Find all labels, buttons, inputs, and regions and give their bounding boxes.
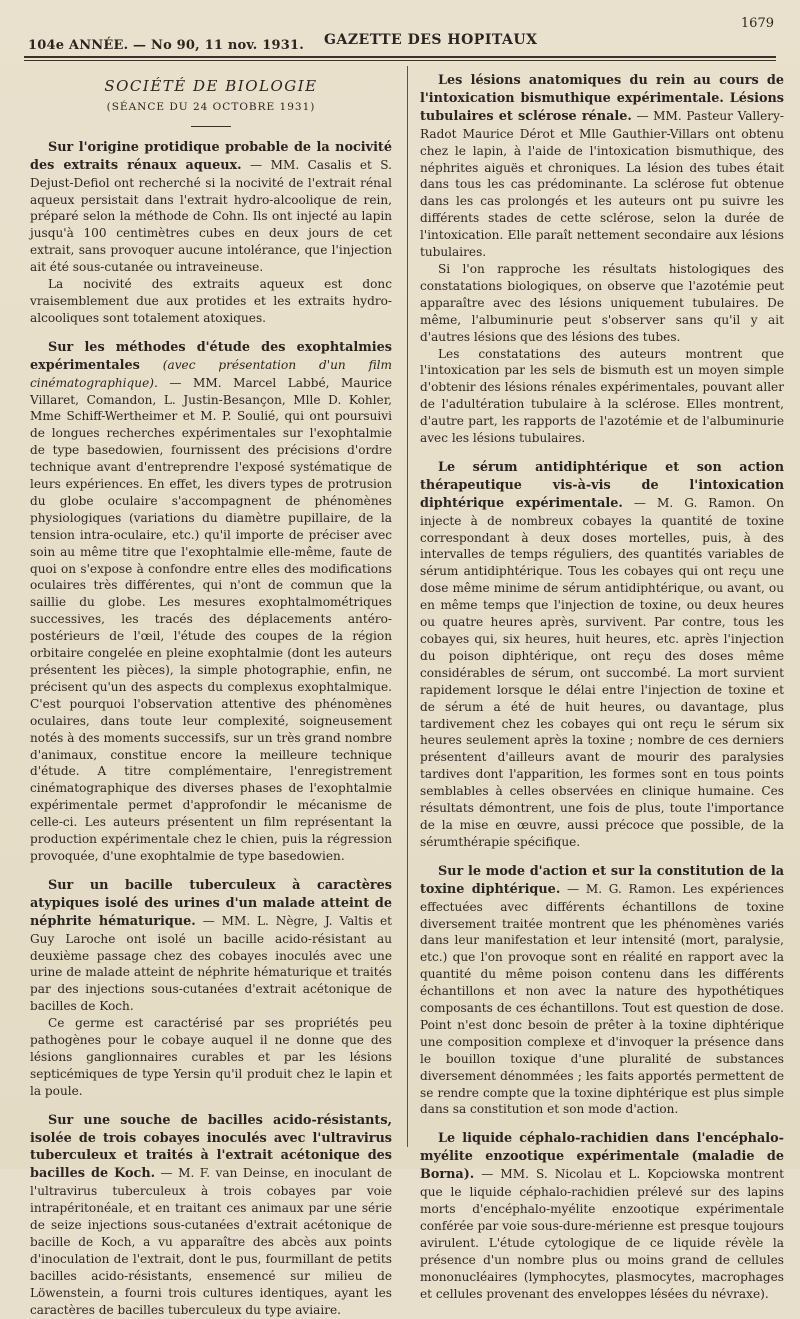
article-body: — MM. Casalis et S. Dejust-Defiol ont recherché si la nocivité de l'extrait rénal aqueux persistait dans l'extrait hydro-alcoolique de rein, préparé selon la méthode de Cohn. Ils ont injecté au lapin jusqu'à 100 centimètres cubes en deux jours de cet extrait, sans provoquer aucune intolérance, que l'injection ait été sous-cutanée ou intraveineuse. (30, 157, 393, 275)
header-rule (24, 56, 776, 58)
issue-line: 104e ANNÉE. — No 90, 11 nov. 1931. (28, 38, 304, 53)
article-body: — M. F. van Deinse, en inoculant de l'ultravirus tuberculeux à trois cobayes par voie intrapéritonéale, et en traitant ces animaux par une série de seize injections sous-cutanées d'extrait acétonique de bacille de Koch, a vu apparaître des abcès aux points d'inoculation de l'extrait, dont le pus, fourmillant de petits bacilles acido-résistants, ensemencé sur milieu de Löwenstein, a fourni trois cultures identiques, ayant les caractères de bacilles tuberculeux du type aviaire. (30, 1166, 393, 1317)
article (420, 1130, 784, 1302)
article-subtitle: (avec présentation d'un film cinématographique). (30, 357, 392, 390)
article-paragraph: La nocivité des extraits aqueux est donc vraisemblement due aux protides et les extraits hydro-alcooliques sont totalement atoxiques. (30, 277, 392, 325)
running-header (28, 16, 776, 56)
article-body: — M. G. Ramon. On injecte à de nombreux cobayes la quantité de toxine correspondant à deux doses mortelles, puis, à des intervalles de temps réguliers, des quantités variables de sérum antidiphtérique. Tous les cobayes qui ont reçu une dose même minime de sérum antidiphtérique, ou avant, ou en même temps que l'injection de toxine, ou deux heures ou quatre heures après, survivent. Par contre, tous les cobayes qui, six heures, huit heures, etc. après l'injection du poison diphtérique, ont reçu des doses même considérables de sérum, ont succombé. La mort survient rapidement lorsque le délai entre l'injection de toxine et de sérum a été de huit heures, ou davantage, plus tardivement chez les cobayes qui ont reçu le sérum six heures seulement après la toxine ; nombre de ces derniers présentent d'ailleurs avant de mourir des paralysies tardives dont l'apparition, les formes sont en tous points semblables à celles observées en clinique humaine. Ces résultats démontrent, une fois de plus, toute l'importance de la mise en œuvre, aussi précoce que possible, de la sérumthérapie spécifique. (420, 495, 785, 849)
article-title: Sur l'origine protidique probable de la nocivité des extraits rénaux aqueux. (30, 139, 392, 173)
page-number: 1679 (740, 16, 774, 31)
article-title: Les lésions anatomiques du rein au cours de l'intoxication bismuthique expérimentale. Lésions tubulaires et sclérose rénale. (420, 73, 784, 124)
article-body: — MM. L. Nègre, J. Valtis et Guy Laroche ont isolé un bacille acido-résistant au deuxième passage chez des cobayes inoculés avec une urine de malade atteint de néphrite hématurique et traités par des injections sous-cutanées d'extrait acétonique de bacilles de Koch. (30, 913, 392, 1014)
header-rule-thin (24, 60, 776, 61)
article-paragraph: Ce germe est caractérisé par ses propriétés peu pathogènes pour le cobaye auquel il ne donne que des lésions ganglionnaires curables et par les lésions septicémiques de type Yersin qu'il produit chez le lapin et la poule. (30, 1016, 392, 1098)
article-title: Le liquide céphalo-rachidien dans l'encéphalo-myélite enzootique expérimentale (maladie de Borna). (420, 1131, 784, 1183)
article-title: Sur le mode d'action et sur la constitution de la toxine diphtérique. (420, 863, 784, 897)
article (30, 339, 392, 865)
article-body: — M. G. Ramon. Les expériences effectuées avec différents échantillons de toxine diversement traitée montrent que les phénomènes variés dans leur manifestation et leur intensité (mort, paralysie, etc.) que l'on provoque sont en réalité en rapport avec la quantité du même poison contenu dans les différents échantillons et non avec la nature des hypothétiques composants de ces échantillons. Tout est question de dose. Point n'est donc besoin de prêter à la toxine diphtérique une composition complexe et d'invoquer la présence dans le bouillon toxique d'une pluralité de substances diversement dénommées ; les faits apportés permettent de se rendre compte que la toxine diphtérique est plus simple dans sa constitution et son mode d'action. (420, 881, 784, 1117)
left-column (30, 72, 392, 1319)
article-body: — MM. S. Nicolau et L. Kopciowska montrent que le liquide céphalo-rachidien prélevé sur des lapins morts d'encéphalo-myélite enzootique expérimentale conférée par voie sous-dure-mérienne est presque toujours avirulent. L'étude cytologique de ce liquide révèle la présence d'un nombre plus ou moins grand de cellules mononucléaires (lymphocytes, plasmocytes, macrophages et cellules provenant des enveloppes lésées du névraxe). (420, 1167, 784, 1301)
article-title: Sur un bacille tuberculeux à caractères atypiques isolé des urines d'un malade atteint de néphrite hématurique. (30, 877, 392, 929)
article (420, 72, 784, 447)
article-title: Le sérum antidiphtérique et son action thérapeutique vis-à-vis de l'intoxication diphtérique expérimentale. (420, 459, 784, 511)
article-paragraph: Si l'on rapproche les résultats histologiques des constatations biologiques, on observe que l'azotémie peut apparaître avec des lésions uniquement tubulaires. De même, l'albuminurie peut s'observer sans qu'il y ait d'autres lésions que des lésions des tubes. (420, 261, 784, 344)
section-rule (191, 126, 231, 127)
article (30, 139, 392, 327)
article (30, 1112, 392, 1319)
column-divider (407, 66, 408, 1147)
article (30, 877, 392, 1100)
article (420, 863, 784, 1119)
article-body: — MM. Marcel Labbé, Maurice Villaret, Comandon, L. Justin-Besançon, Mlle D. Kohler, Mme Schiff-Wertheimer et M. P. Soulié, qui ont poursuivi de longues recherches expérimentales sur l'exophtalmie de type basedowien, fournissent des précisions d'ordre technique avant d'entreprendre l'exposé systématique de leurs expériences. En effet, les divers types de protrusion du globe oculaire s'accompagnent de phénomènes physiologiques (variations du diamètre pupillaire, de la tension intra-oculaire, etc.) qu'il importe de préciser avec soin au même titre que l'exophtalmie elle-même, faute de quoi on s'expose à confondre entre elles des modifications oculaires très différentes, qui n'ont de commun que la saillie du globe. Les mesures exophtalmométriques successives, les tracés des déplacements antéro-postérieurs de l'œil, l'étude des coupes de la région orbitaire congelée en pleine exophtalmie (dont les auteurs présentent les pièces), la simple photographie, enfin, ne précisent qu'un des aspects du complexus exophtalmique. C'est pourquoi l'observation attentive des phénomènes oculaires, dans toute leur complexité, soigneusement notés à des moments successifs, sur un très grand nombre d'animaux, constitue encore la meilleure technique d'étude. A titre complémentaire, l'enregistrement cinématographique des diverses phases de l'exophtalmie expérimentale permet d'approfondir le mécanisme de celle-ci. Les auteurs présentent un film représentant la production expérimentale chez le chien, puis la régression provoquée, d'une exophtalmie de type basedowien. (30, 375, 392, 863)
session-date: (SÉANCE DU 24 OCTOBRE 1931) (106, 100, 316, 113)
article-title: Sur une souche de bacilles acido-résistants, isolée de trois cobayes inoculés avec l'ultravirus tuberculeux et traités à l'extrait acétonique des bacilles de Koch. (30, 1112, 392, 1182)
society-title: SOCIÉTÉ DE BIOLOGIE (104, 77, 318, 95)
journal-title: GAZETTE DES HOPITAUX (324, 32, 538, 48)
right-column (420, 72, 784, 1302)
article-title: Sur les méthodes d'étude des exophtalmies expérimentales (30, 339, 392, 373)
article-paragraph: Les constatations des auteurs montrent que l'intoxication par les sels de bismuth est un moyen simple d'obtenir des lésions rénales expérimentales, pouvant aller de l'adultération tubulaire à la sclérose. Elles montrent, d'autre part, les rapports de l'azotémie et de l'albuminurie avec les lésions tubulaires. (420, 346, 784, 446)
article-body: — MM. Pasteur Vallery-Radot Maurice Dérot et Mlle Gauthier-Villars ont obtenu chez le lapin, à l'aide de l'intoxication bismuthique, des néphrites aiguës et chroniques. La lésion des tubes était dans tous les cas prédominante. La sclérose fut obtenue dans les cas prolongés et les auteurs ont pu suivre les différents stades de cette sclérose, selon la durée de l'intoxication. Elle paraît nettement secondaire aux lésions tubulaires. (420, 108, 784, 260)
article (420, 459, 784, 851)
